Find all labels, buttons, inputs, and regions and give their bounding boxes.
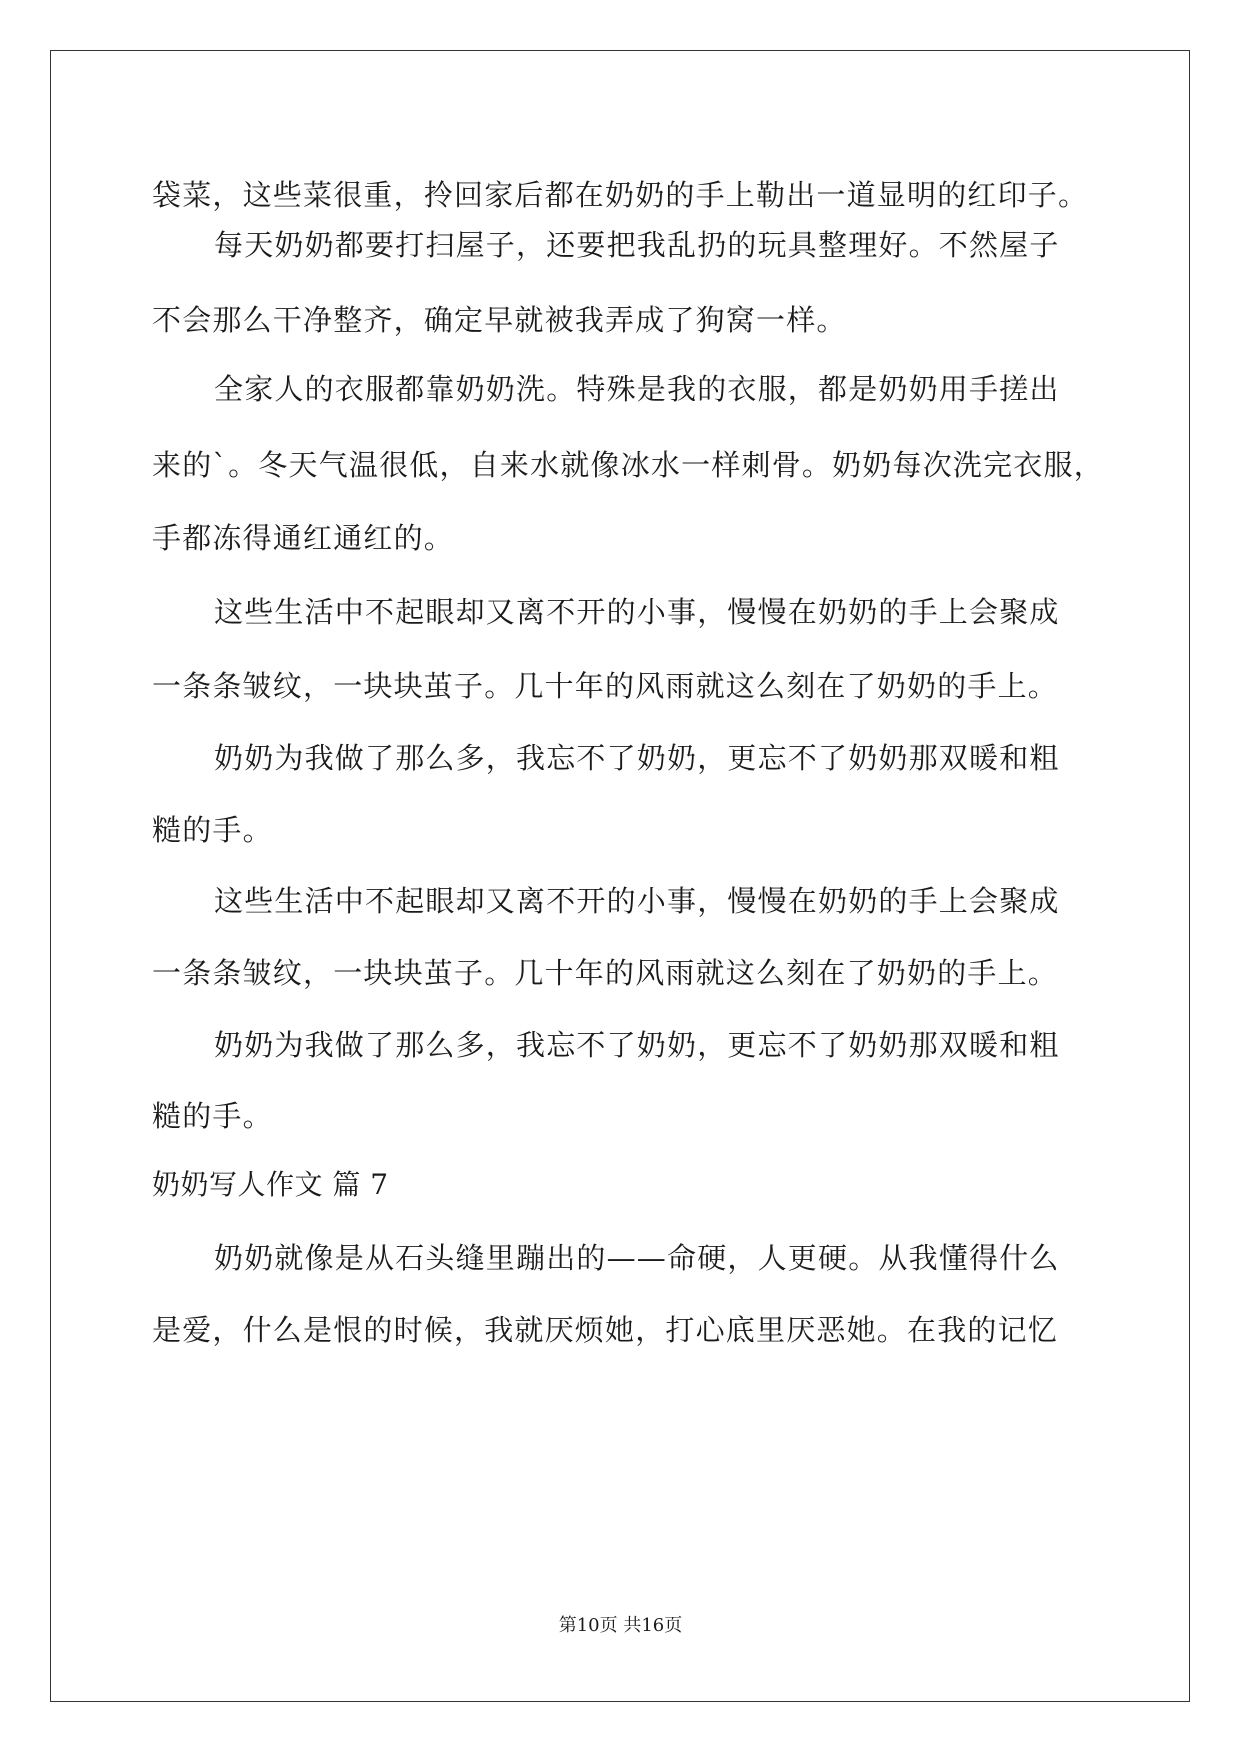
paragraph-start-line: 奶奶为我做了那么多，我忘不了奶奶，更忘不了奶奶那双暖和粗 (214, 741, 1060, 775)
text-line: 糙的手。 (152, 1099, 273, 1133)
text-line: 是爱，什么是恨的时候，我就厌烦她，打心底里厌恶她。在我的记忆 (152, 1313, 1059, 1347)
text-line: 糙的手。 (152, 813, 273, 847)
paragraph-start-line: 奶奶就像是从石头缝里蹦出的——命硬，人更硬。从我懂得什么 (214, 1241, 1060, 1275)
text-line: 一条条皱纹，一块块茧子。几十年的风雨就这么刻在了奶奶的手上。 (152, 956, 1059, 990)
text-line: 来的`。冬天气温很低，自来水就像冰水一样刺骨。奶奶每次洗完衣服， (152, 448, 1104, 482)
text-line: 一条条皱纹，一块块茧子。几十年的风雨就这么刻在了奶奶的手上。 (152, 669, 1059, 703)
page-number: 第10页 共16页 (558, 1615, 683, 1636)
paragraph-start-line: 这些生活中不起眼却又离不开的小事，慢慢在奶奶的手上会聚成 (214, 884, 1060, 918)
section-heading: 奶奶写人作文 篇 7 (152, 1168, 389, 1201)
text-line: 不会那么干净整齐，确定早就被我弄成了狗窝一样。 (152, 303, 847, 337)
text-line: 袋菜，这些菜很重，拎回家后都在奶奶的手上勒出一道显明的红印子。 (152, 178, 1089, 212)
paragraph-start-line: 奶奶为我做了那么多，我忘不了奶奶，更忘不了奶奶那双暖和粗 (214, 1028, 1060, 1062)
page-number-footer (0, 1614, 1241, 1638)
page-border (50, 50, 1190, 1702)
paragraph-start-line: 每天奶奶都要打扫屋子，还要把我乱扔的玩具整理好。不然屋子 (214, 228, 1060, 262)
text-line: 手都冻得通红通红的。 (152, 521, 455, 555)
paragraph-start-line: 这些生活中不起眼却又离不开的小事，慢慢在奶奶的手上会聚成 (214, 595, 1060, 629)
paragraph-start-line: 全家人的衣服都靠奶奶洗。特殊是我的衣服，都是奶奶用手搓出 (214, 372, 1060, 406)
